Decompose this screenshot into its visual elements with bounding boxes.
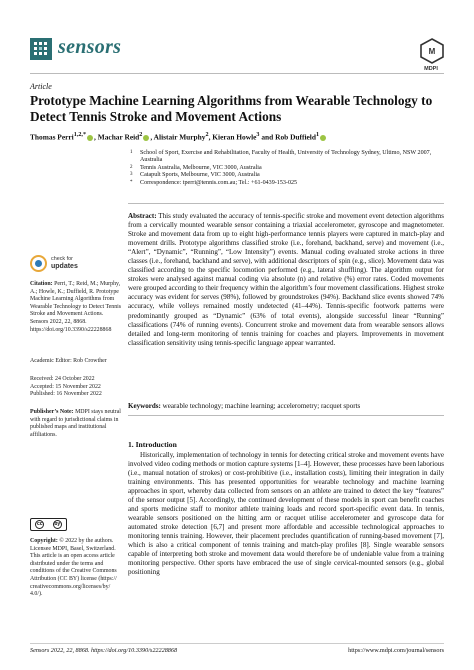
publisher-note-text: MDPI stays neutral with regard to jurisdictional claims in published maps and institutional affiliations. xyxy=(30,409,121,438)
orcid-icon[interactable] xyxy=(320,135,326,141)
article-type: Article xyxy=(30,82,52,91)
check-for-updates-button[interactable] xyxy=(30,255,100,273)
svg-text:M: M xyxy=(428,47,436,56)
published-date: Published: 16 November 2022 xyxy=(30,391,102,398)
check-updates-top: check for xyxy=(51,256,73,262)
author-sup: 3 xyxy=(256,132,260,138)
academic-editor: Academic Editor: Rob Crowther xyxy=(30,358,107,364)
publisher-note-label: Publisher’s Note: xyxy=(30,409,74,415)
author-sup: 2 xyxy=(139,132,143,138)
abstract xyxy=(128,212,444,348)
abstract-top-divider xyxy=(128,203,444,204)
citation-block xyxy=(30,281,122,334)
accepted-date: Accepted: 15 November 2022 xyxy=(30,383,101,390)
header-divider xyxy=(30,73,444,74)
copyright-label: Copyright: xyxy=(30,538,58,544)
footer-divider xyxy=(30,643,444,644)
affiliations xyxy=(128,150,444,187)
affiliation-item: 2 Tennis Australia, Melbourne, VIC 3000, Australia xyxy=(130,164,262,171)
author-name: Kieran Howle xyxy=(212,132,257,142)
received-date: Received: 24 October 2022 xyxy=(30,376,95,382)
journal-logo-icon xyxy=(30,38,52,60)
copyright-block xyxy=(30,538,122,599)
orcid-icon[interactable] xyxy=(87,135,93,141)
by-icon: by xyxy=(54,521,61,527)
keywords-label: Keywords: xyxy=(128,402,161,410)
dates-block xyxy=(30,376,122,399)
cc-icon: cc xyxy=(36,521,43,527)
publisher-note xyxy=(30,409,122,439)
abstract-text: This study evaluated the accuracy of tennis-specific stroke and movement event detection algorithms from a cervically mounted wearable sensor containing a triaxial accelerometer, gyroscope and magnetometer. Stroke and movement data from up to eight high-performance tennis players were captured in match-play and movement drills. Prototype algorithms classified stroke (i.e., forehand, backhand, serve) and movement (i.e., “Alert”, “Dynamic”, “Running”, “Low Intensity”) events. Manual coding evaluated stroke actions in three classes (i.e., forehand, backhand and serve), with additional descriptors of spin (e.g., slice). Movement data was classified according to the specific locomotion performed (e.g., lateral shuffling). The algorithm output for strokes were analysed against manual coding via absolute (n) and relative (%) error rates. Coded movements were grouped according to their frequency within the algorithm’s four movement classifications. Highest stroke accuracy was evident for serves (98%), followed by groundstrokes (94%). Backhand slice events showed 74% accuracy, while volleys remained mostly undetected (41–44%). Tennis-specific footwork patterns were predominantly grouped as “Dynamic” (63% of total events), alongside successful linear “Running” classifications (74% of running events). Concurrent stroke and movement data from wearable sensors allows detailed and long-term monitoring of tennis training for coaches and players. Improvements in movement classification sensitivity using tennis-specific language appear warranted. xyxy=(128,212,444,347)
citation-label: Citation: xyxy=(30,281,53,287)
affiliation-item: 1 School of Sport, Exercise and Rehabilitation, Faculty of Health, University of Technology Sydney, Ultimo, NSW 2007, Australia xyxy=(130,150,432,164)
publisher-name: MDPI xyxy=(424,66,438,72)
author-list: Thomas Perri$^{1,2,*}$ , Machar Reid$^2$ , Alistair Murphy$^2$, Kieran Howle$^3$ and Rob Duffield$^1$ xyxy=(30,131,444,141)
citation-text: Perri, T.; Reid, M.; Murphy, A.; Howle, K.; Duffield, R. Prototype Machine Learning Algorithms from Wearable Technology to Detect Tennis Stroke and Movement Actions. Sensors 2022, 22, 8868. https://doi.org/10.3390/s22228868 xyxy=(30,281,122,333)
footer-url[interactable]: https://www.mdpi.com/journal/sensors xyxy=(348,647,444,654)
author-sup: 1,2,* xyxy=(73,132,87,138)
keywords-text: wearable technology; machine learning; accelerometry; racquet sports xyxy=(162,402,361,410)
keywords-divider xyxy=(128,415,444,416)
keywords xyxy=(128,402,444,411)
introduction-text: Historically, implementation of technology in tennis for detecting critical stroke and movement events have involved video coding methods or motion capture systems [1–4]. However, these processes have been laborious (i.e., manual notation of strokes) or cost-prohibitive (i.e., installation costs), limiting their integration in daily training environments. This has presented opportunities for wearable technology and machine learning approaches in sport, whereby data collected from sensors on an athlete are trained to detect the key “features” of the sensor output [5]. Accordingly, the continued development of these models in sport can benefit coaches and sports medicine staff to monitor athlete training loads and record sport-specific event data. In tennis, wearable sensors positioned on the hitting arm or racquet utilise accelerometer and gyroscope data for automated stroke detection [6,7] and present more affordable and accessible technological approaches to monitoring tennis training. However, their placement precludes quantification of running-based movement [7], which is also a critical component of tennis training and match-play profiles [8]. Single wearable sensors capable of interpreting both stroke and movement data would therefore be of undeniable value from a training monitoring perspective. Other sports have embraced the use of single cervical-mounted sensors (e.g., global positioning xyxy=(128,451,444,576)
section-heading: 1. Introduction xyxy=(128,440,177,449)
affiliation-item: 3 Catapult Sports, Melbourne, VIC 3000, Australia xyxy=(130,172,260,179)
affiliation-item: * Correspondence: tperri@tennis.com.au; Tel.: +61-0439-153-025 xyxy=(130,179,298,186)
journal-name: sensors xyxy=(58,36,122,58)
check-updates-bottom: updates xyxy=(51,263,78,270)
copyright-text: © 2022 by the authors. Licensee MDPI, Basel, Switzerland. This article is an open access article distributed under the terms and conditions of the Creative Commons Attribution (CC BY) license (https:// creativecommons.org/licenses/by/ 4.0/). xyxy=(30,538,117,598)
page-title: Prototype Machine Learning Algorithms from Wearable Technology to Detect Tennis Stroke and Movement Actions xyxy=(30,93,433,124)
author-name: Alistair Murphy xyxy=(153,132,206,142)
author-name: Rob Duffield xyxy=(275,132,316,142)
author-name: Thomas Perri xyxy=(30,132,74,142)
cc-license-badge[interactable] xyxy=(30,518,67,531)
check-updates-icon xyxy=(30,255,47,272)
footer-citation[interactable]: Sensors 2022, 22, 8868. https://doi.org/10.3390/s22228868 xyxy=(30,647,178,654)
mdpi-logo-icon xyxy=(420,38,444,64)
abstract-label: Abstract: xyxy=(128,212,157,220)
author-sup: 1 xyxy=(315,132,320,138)
author-sup: 2 xyxy=(205,132,209,138)
orcid-icon[interactable] xyxy=(143,135,149,141)
author-name: Machar Reid xyxy=(97,132,140,142)
